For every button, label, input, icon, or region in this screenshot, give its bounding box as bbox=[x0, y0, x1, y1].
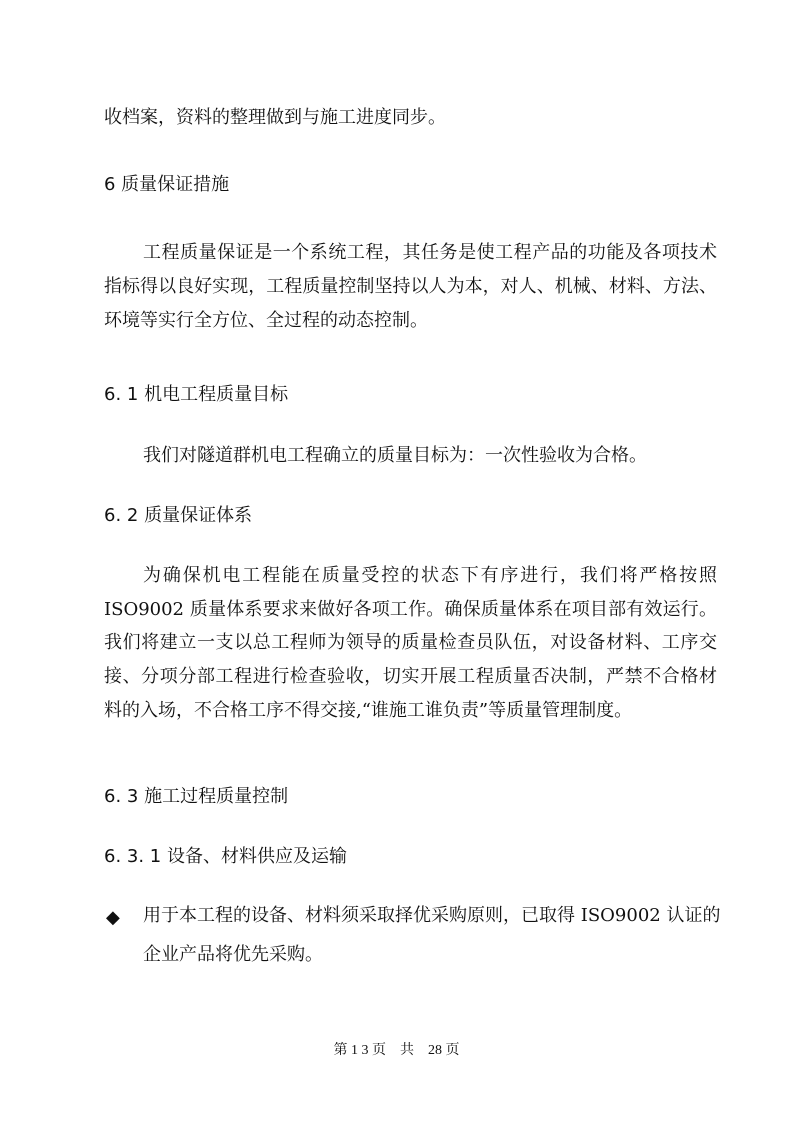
paragraph-line: ISO9002 质量体系要求来做好各项工作。确保质量体系在项目部有效运行。 bbox=[104, 599, 717, 620]
bullet-line: 用于本工程的设备、材料须采取择优采购原则，已取得 ISO9002 认证的 bbox=[143, 905, 721, 926]
bullet-line: 企业产品将优先采购。 bbox=[143, 944, 323, 965]
paragraph-line: 料的入场，不合格工序不得交接,“谁施工谁负责”等质量管理制度。 bbox=[104, 700, 633, 721]
section-heading-6-3-1: 6. 3. 1 设备、材料供应及运输 bbox=[104, 846, 347, 867]
paragraph-line: 我们将建立一支以总工程师为领导的质量检查员队伍，对设备材料、工序交 bbox=[104, 632, 717, 653]
diamond-bullet-icon: ◆ bbox=[106, 907, 120, 928]
paragraph-line: 指标得以良好实现，工程质量控制坚持以人为本，对人、机械、材料、方法、 bbox=[104, 276, 717, 297]
section-heading-6-1: 6. 1 机电工程质量目标 bbox=[104, 384, 289, 405]
paragraph-line: 收档案，资料的整理做到与施工进度同步。 bbox=[104, 107, 446, 128]
section-heading-6-3: 6. 3 施工过程质量控制 bbox=[104, 786, 289, 807]
section-heading-6: 6 质量保证措施 bbox=[104, 174, 230, 195]
paragraph-line: 我们对隧道群机电工程确立的质量目标为：一次性验收为合格。 bbox=[143, 445, 647, 466]
section-heading-6-2: 6. 2 质量保证体系 bbox=[104, 505, 253, 526]
paragraph-line: 为确保机电工程能在质量受控的状态下有序进行，我们将严格按照 bbox=[143, 565, 717, 586]
paragraph-line: 环境等实行全方位、全过程的动态控制。 bbox=[104, 310, 428, 331]
page-number-footer: 第 1 3 页 共 28 页 bbox=[333, 1043, 460, 1058]
paragraph-line: 工程质量保证是一个系统工程，其任务是使工程产品的功能及各项技术 bbox=[143, 242, 717, 263]
paragraph-line: 接、分项分部工程进行检查验收，切实开展工程质量否决制，严禁不合格材 bbox=[104, 666, 717, 687]
